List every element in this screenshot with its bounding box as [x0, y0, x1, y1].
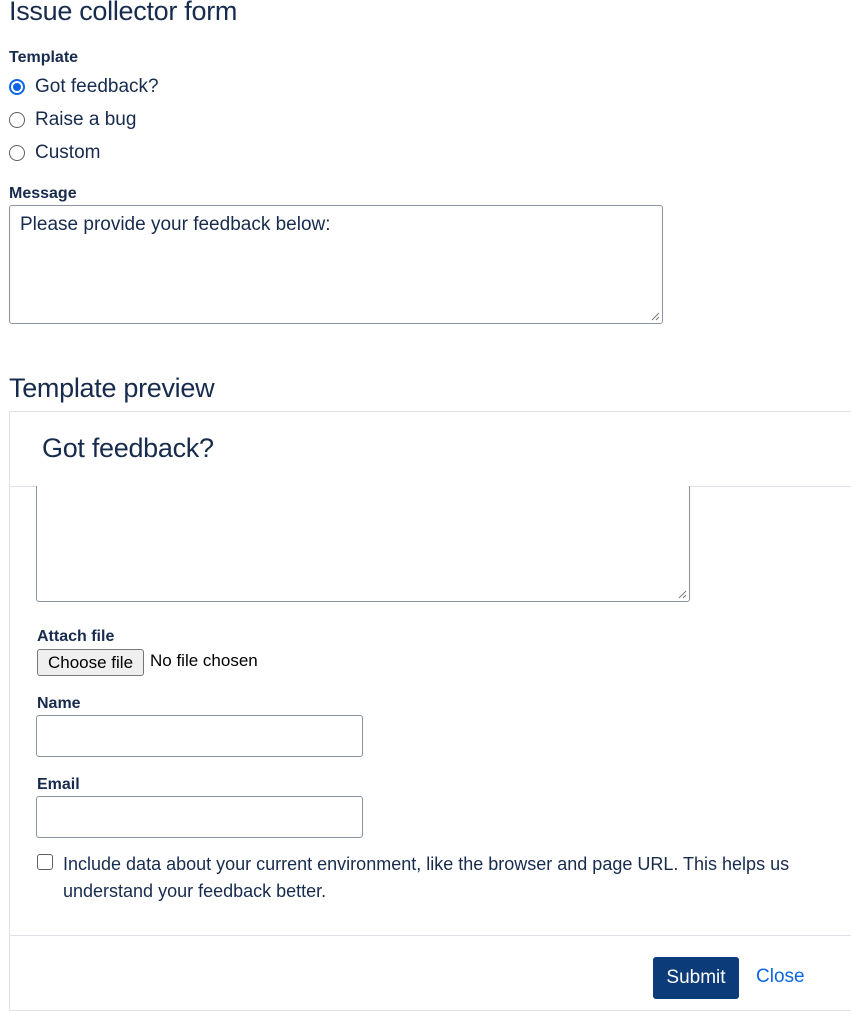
radio-button-got-feedback[interactable] [9, 79, 25, 95]
preview-footer-divider [10, 935, 851, 936]
message-textarea[interactable] [9, 205, 663, 324]
name-label: Name [37, 695, 81, 712]
name-input[interactable] [36, 715, 363, 757]
template-preview-heading: Template preview [9, 373, 215, 403]
template-label: Template [9, 49, 79, 66]
submit-button[interactable]: Submit [653, 957, 739, 999]
message-label: Message [9, 185, 77, 202]
message-textarea-value: Please provide your feedback below: [20, 214, 331, 235]
email-input[interactable] [36, 796, 363, 838]
include-environment-checkbox[interactable] [37, 854, 53, 870]
email-label: Email [37, 776, 80, 793]
resize-grip-icon[interactable] [677, 589, 687, 599]
preview-message-textarea[interactable] [36, 486, 690, 602]
include-environment-label[interactable]: Include data about your current environment, like the browser and page URL. This helps us understand your feedback better. [63, 854, 790, 901]
page-title: Issue collector form [9, 0, 238, 26]
radio-label-got-feedback[interactable]: Got feedback? [35, 76, 159, 97]
radio-button-custom[interactable] [9, 145, 25, 161]
radio-option-raise-a-bug[interactable] [9, 107, 136, 133]
radio-option-got-feedback[interactable] [9, 74, 159, 100]
radio-label-raise-a-bug[interactable]: Raise a bug [35, 109, 137, 130]
resize-grip-icon[interactable] [650, 311, 660, 321]
radio-button-raise-a-bug[interactable] [9, 112, 25, 128]
radio-option-custom[interactable] [9, 140, 100, 166]
choose-file-button[interactable]: Choose file [37, 649, 144, 676]
file-status-text: No file chosen [150, 651, 258, 670]
preview-dialog-title: Got feedback? [42, 433, 214, 463]
attach-file-label: Attach file [37, 628, 115, 645]
close-link[interactable]: Close [756, 966, 805, 987]
radio-label-custom[interactable]: Custom [35, 142, 101, 163]
